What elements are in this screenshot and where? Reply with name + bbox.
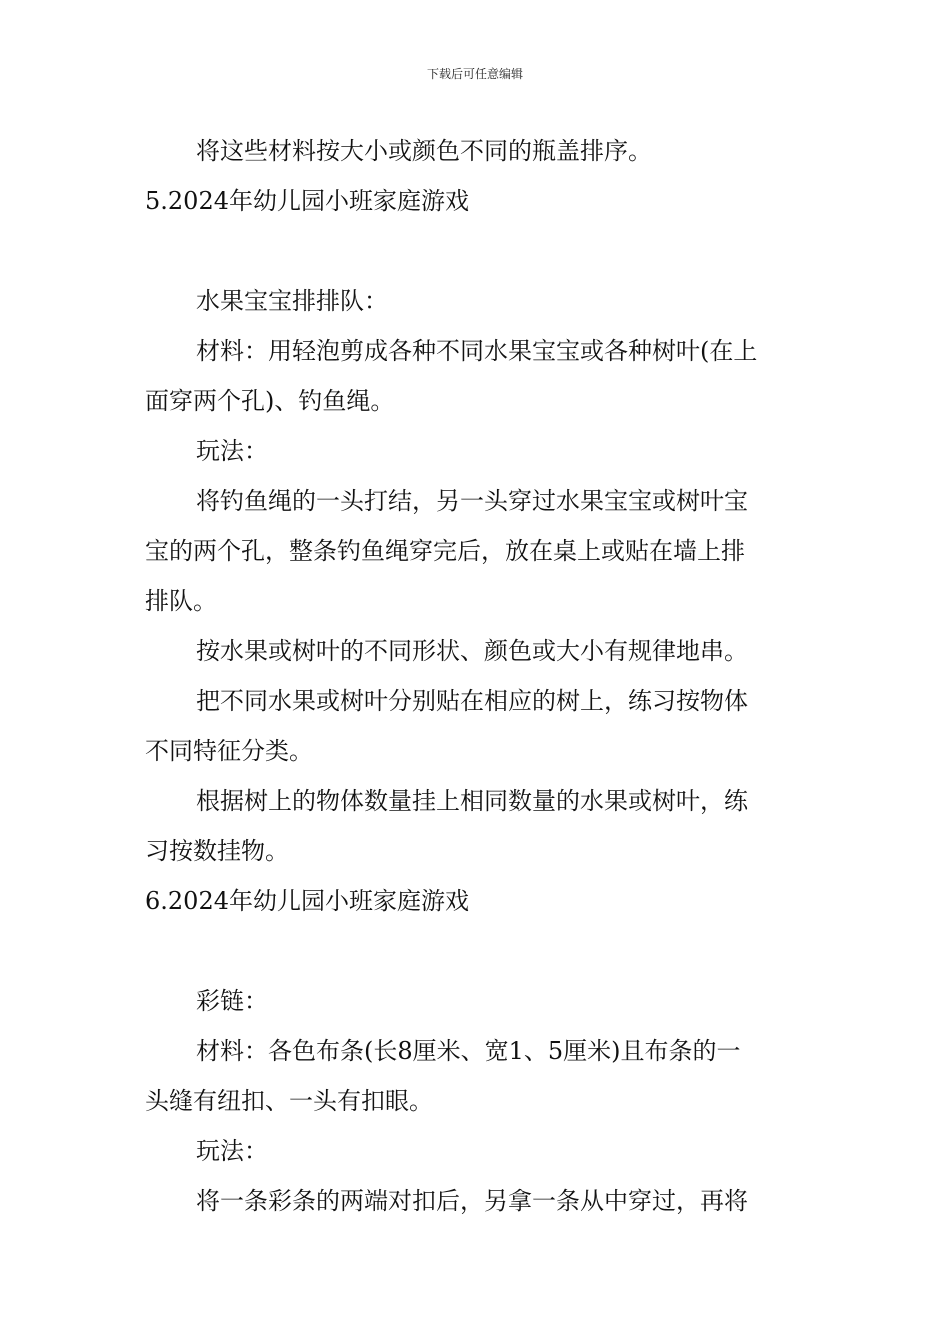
paragraph-line: 将这些材料按大小或颜色不同的瓶盖排序。 [196,137,652,165]
paragraph-line: 玩法： [196,1137,268,1165]
paragraph-line: 宝的两个孔，整条钓鱼绳穿完后，放在桌上或贴在墙上排 [145,537,745,565]
paragraph-line: 材料：各色布条(长8厘米、宽1、5厘米)且布条的一 [196,1037,741,1065]
paragraph-line: 材料：用轻泡剪成各种不同水果宝宝或各种树叶(在上 [196,337,758,365]
paragraph-line: 面穿两个孔)、钓鱼绳。 [145,387,395,415]
blank-line [145,226,810,276]
paragraph-line: 习按数挂物。 [145,837,289,865]
paragraph-line: 根据树上的物体数量挂上相同数量的水果或树叶，练 [196,787,748,815]
page-header: 下载后可任意编辑 [426,67,523,81]
blank-line [145,926,810,976]
section-heading: 5.2024年幼儿园小班家庭游戏 [145,187,469,215]
paragraph-line: 头缝有纽扣、一头有扣眼。 [145,1087,433,1115]
paragraph-line: 将钓鱼绳的一头打结，另一头穿过水果宝宝或树叶宝 [196,487,748,515]
subsection-title: 彩链： [196,987,268,1015]
section-heading: 6.2024年幼儿园小班家庭游戏 [145,887,469,915]
paragraph-line: 不同特征分类。 [145,737,313,765]
document-body [145,126,810,1226]
paragraph-line: 将一条彩条的两端对扣后，另拿一条从中穿过，再将 [196,1187,748,1215]
paragraph-line: 把不同水果或树叶分别贴在相应的树上，练习按物体 [196,687,748,715]
paragraph-line: 排队。 [145,587,217,615]
subsection-title: 水果宝宝排排队： [196,287,388,315]
paragraph-line: 按水果或树叶的不同形状、颜色或大小有规律地串。 [196,637,748,665]
paragraph-line: 玩法： [196,437,268,465]
